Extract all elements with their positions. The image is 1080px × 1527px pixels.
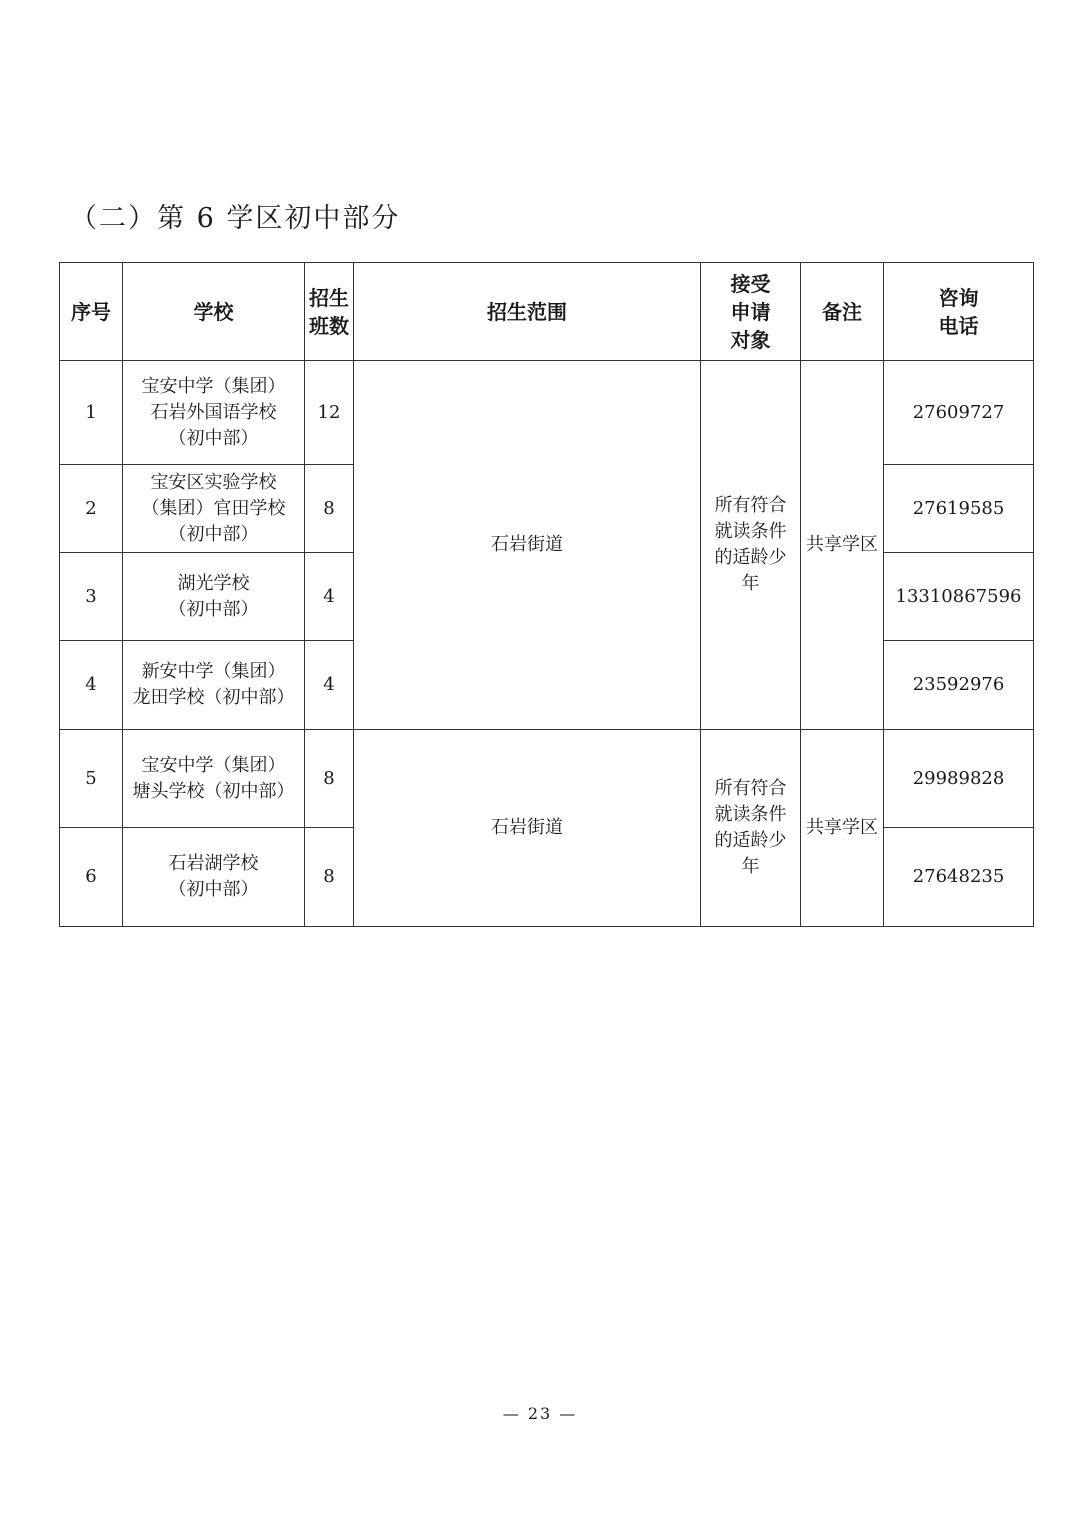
table-row bbox=[60, 730, 1034, 828]
header-remark: 备注 bbox=[801, 263, 884, 361]
header-classes: 招生 班数 bbox=[305, 263, 354, 361]
table-row bbox=[60, 361, 1034, 465]
header-school: 学校 bbox=[123, 263, 305, 361]
section-title: （二）第 6 学区初中部分 bbox=[70, 203, 401, 234]
row-phone: 23592976 bbox=[884, 641, 1034, 730]
row-classes: 8 bbox=[305, 828, 354, 927]
row-school: 宝安中学（集团） 石岩外国语学校 （初中部） bbox=[123, 361, 305, 465]
row-index: 1 bbox=[60, 361, 123, 465]
group-target: 所有符合 就读条件 的适龄少 年 bbox=[701, 730, 801, 927]
enrollment-table bbox=[59, 262, 1034, 927]
page-number: — 23 — bbox=[502, 1404, 578, 1423]
table-header-row bbox=[60, 263, 1034, 361]
header-scope: 招生范围 bbox=[354, 263, 701, 361]
row-index: 5 bbox=[60, 730, 123, 828]
row-school: 新安中学（集团） 龙田学校（初中部） bbox=[123, 641, 305, 730]
row-classes: 8 bbox=[305, 730, 354, 828]
row-phone: 27619585 bbox=[884, 465, 1034, 553]
row-classes: 12 bbox=[305, 361, 354, 465]
row-classes: 4 bbox=[305, 641, 354, 730]
group-remark: 共享学区 bbox=[801, 361, 884, 730]
row-phone: 27609727 bbox=[884, 361, 1034, 465]
header-index: 序号 bbox=[60, 263, 123, 361]
row-index: 3 bbox=[60, 553, 123, 641]
row-phone: 13310867596 bbox=[884, 553, 1034, 641]
row-school: 宝安区实验学校 （集团）官田学校 （初中部） bbox=[123, 465, 305, 553]
row-school: 石岩湖学校 （初中部） bbox=[123, 828, 305, 927]
row-school: 湖光学校 （初中部） bbox=[123, 553, 305, 641]
row-index: 6 bbox=[60, 828, 123, 927]
row-classes: 8 bbox=[305, 465, 354, 553]
row-school: 宝安中学（集团） 塘头学校（初中部） bbox=[123, 730, 305, 828]
header-phone: 咨询 电话 bbox=[884, 263, 1034, 361]
row-phone: 27648235 bbox=[884, 828, 1034, 927]
row-index: 2 bbox=[60, 465, 123, 553]
row-classes: 4 bbox=[305, 553, 354, 641]
group-scope: 石岩街道 bbox=[354, 730, 701, 927]
group-target: 所有符合 就读条件 的适龄少 年 bbox=[701, 361, 801, 730]
row-index: 4 bbox=[60, 641, 123, 730]
group-scope: 石岩街道 bbox=[354, 361, 701, 730]
group-remark: 共享学区 bbox=[801, 730, 884, 927]
row-phone: 29989828 bbox=[884, 730, 1034, 828]
header-target: 接受 申请 对象 bbox=[701, 263, 801, 361]
